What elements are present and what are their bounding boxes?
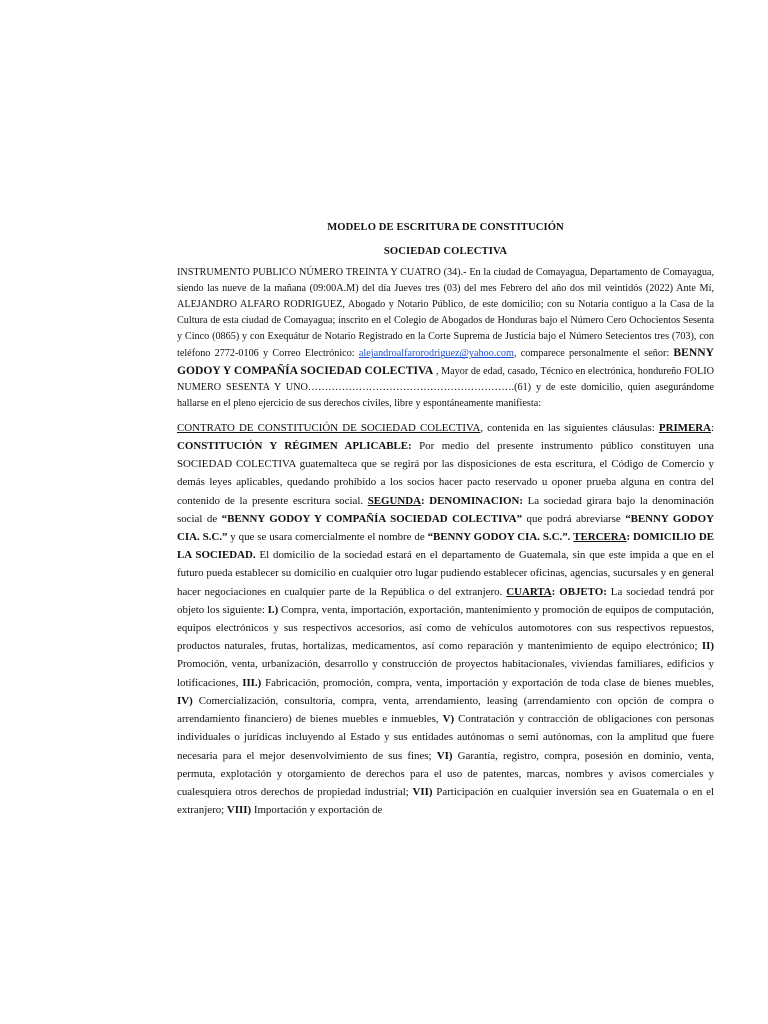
roman-2: II) (701, 640, 714, 653)
intro-paragraph (177, 265, 714, 412)
quoted-name-3: “BENNY GODOY CIA. S.C.”. (427, 531, 571, 544)
roman-3: III.) (242, 676, 262, 689)
contract-text-a9: La sociedad tendrá por objeto los siguiente: (177, 585, 714, 616)
roman-5: V) (442, 713, 455, 726)
contract-text-a4: La sociedad girara bajo la denominación social de (177, 494, 714, 525)
contract-text-a14: Contratación y contracción de obligaciones con personas individuales o jurídicas incluyendo al Estado y sus entidades autónomas o semi autónomas, con la amplitud que fuere necesaria para el mejor desenvolvimiento de sus fines; (177, 713, 715, 762)
contract-text-a13: Comercialización, consultoría, compra, venta, arrendamiento, leasing (arrendamiento con opción de compra o arrendamiento financiero) de bienes muebles e inmuebles, (177, 694, 714, 726)
document-page (177, 222, 714, 819)
clause-tercera-title: : DOMICILIO DE LA SOCIEDAD. (177, 531, 714, 562)
contract-text-a8: El domicilio de la sociedad estará en el departamento de Guatemala, sin que este impida a que en el futuro pueda establecer su domicilio en cualquier otro lugar pudiendo establecer oficinas, agencias, sucursales y en general hacer negociaciones en cualquier parte de la República o del extranjero. (177, 549, 714, 598)
contract-text-a3: Por medio del presente instrumento público constituyen una SOCIEDAD COLECTIVA guatemalteca que se regirá por las disposiciones de esta escritura, el Código de Comercio y demás leyes aplicables, quedando prohibido a los socios hacer pacto reservado u oponer prueba alguna en contra del contenido de la presente escritura social. (177, 440, 714, 507)
intro-text-3: , Mayor de edad, casado, Técnico en electrónica, hondureño FOLIO NUMERO SESENTA Y UNO…………………………………………………….(61) y de este domicilio, quien asegurándome hallarse en el pleno ejercicio de sus derechos civiles, libre y espontáneamente manifiesta: (177, 365, 714, 409)
roman-8: VIII) (226, 804, 252, 817)
roman-4: IV) (177, 694, 193, 707)
contract-text-a1: , contenida en las siguientes cláusulas: (480, 421, 659, 434)
quoted-name-1: “BENNY GODOY Y COMPAÑÍA SOCIEDAD COLECTIVA” (221, 512, 523, 525)
clause-cuarta-title: : OBJETO: (551, 585, 607, 598)
contract-text-a12: Fabricación, promoción, compra, venta, importación y exportación de toda clase de bienes muebles, (261, 676, 714, 689)
clause-segunda: SEGUNDA (367, 494, 421, 507)
contract-paragraph (177, 419, 714, 819)
contract-text-a11: Promoción, venta, urbanización, desarrollo y construcción de proyectos habitacionales, viviendas familiares, edificios y lotificaciones, (177, 658, 714, 689)
intro-text-1: INSTRUMENTO PUBLICO NÚMERO TREINTA Y CUATRO (34).- En la ciudad de Comayagua, Departamento de Comayagua, siendo las nueve de la mañana (09:00A.M) del día Jueves tres (03) del mes Febrero del año dos mil veintidós (2022) Ante Mí, ALEJANDRO ALFARO RODRIGUEZ, Abogado y Notario Público, de este domicilio; con su Notaria contiguo a la Casa de la Cultura de esta ciudad de Comayagua; inscrito en el Colegio de Abogados de Honduras bajo el Número Cero Ochocientos Sesenta y Cinco (0865) y con Exequátur de Notario Registrado en la Corte Suprema de Justicia bajo el Número Setecientos tres (703), con teléfono 2772-0106 y Correo Electrónico: (177, 267, 714, 360)
contract-text-a5: que podrá abreviarse (522, 512, 626, 525)
roman-6: VI) (436, 749, 453, 762)
quoted-name-2: “BENNY GODOY CIA. S.C.” (177, 512, 714, 544)
email-link[interactable]: alejandroalfarorodriguez@yahoo.com (358, 348, 514, 360)
document-subtitle: SOCIEDAD COLECTIVA (383, 246, 508, 257)
company-name: BENNY GODOY Y COMPAÑÍA SOCIEDAD COLECTIVA (177, 346, 714, 377)
roman-1: I.) (267, 603, 279, 616)
clause-cuarta: CUARTA (506, 585, 552, 598)
contract-heading: CONTRATO DE CONSTITUCIÓN DE SOCIEDAD COLECTIVA (177, 421, 481, 434)
contract-text-a10: Compra, venta, importación, exportación, mantenimiento y promoción de equipos de computación, equipos electrónicos y sus respectivos accesorios, así como de vehículos automotores con sus respectivos repuestos, productos naturales, frutas, hortalizas, medicamentos, así como reparación y mantenimiento de equipo electrónico; (177, 603, 714, 653)
contract-text-a6: y que se usara comercialmente el nombre de (227, 531, 428, 544)
contract-text-a17: Importación y exportación de (251, 804, 383, 817)
clause-tercera: TERCERA (573, 531, 627, 544)
clause-segunda-title: : DENOMINACION: (420, 494, 523, 507)
intro-text-2: , comparece personalmente el señor: (513, 348, 674, 360)
contract-text-a15: Garantía, registro, compra, posesión en dominio, venta, permuta, explotación y otorgamiento de derechos para el uso de patentes, marcas, nombres y avisos comerciales y cualesquiera otros derechos de propiedad industrial; (177, 749, 714, 798)
contract-text-a2: : (710, 421, 714, 434)
roman-7: VII) (412, 785, 433, 798)
clause-primera: PRIMERA (658, 421, 711, 434)
contract-text-a16: Participación en cualquier inversión sea en Guatemala o en el extranjero; (177, 785, 714, 817)
document-title: MODELO DE ESCRITURA DE CONSTITUCIÓN (327, 222, 564, 233)
clause-primera-title: CONSTITUCIÓN Y RÉGIMEN APLICABLE: (177, 440, 412, 453)
